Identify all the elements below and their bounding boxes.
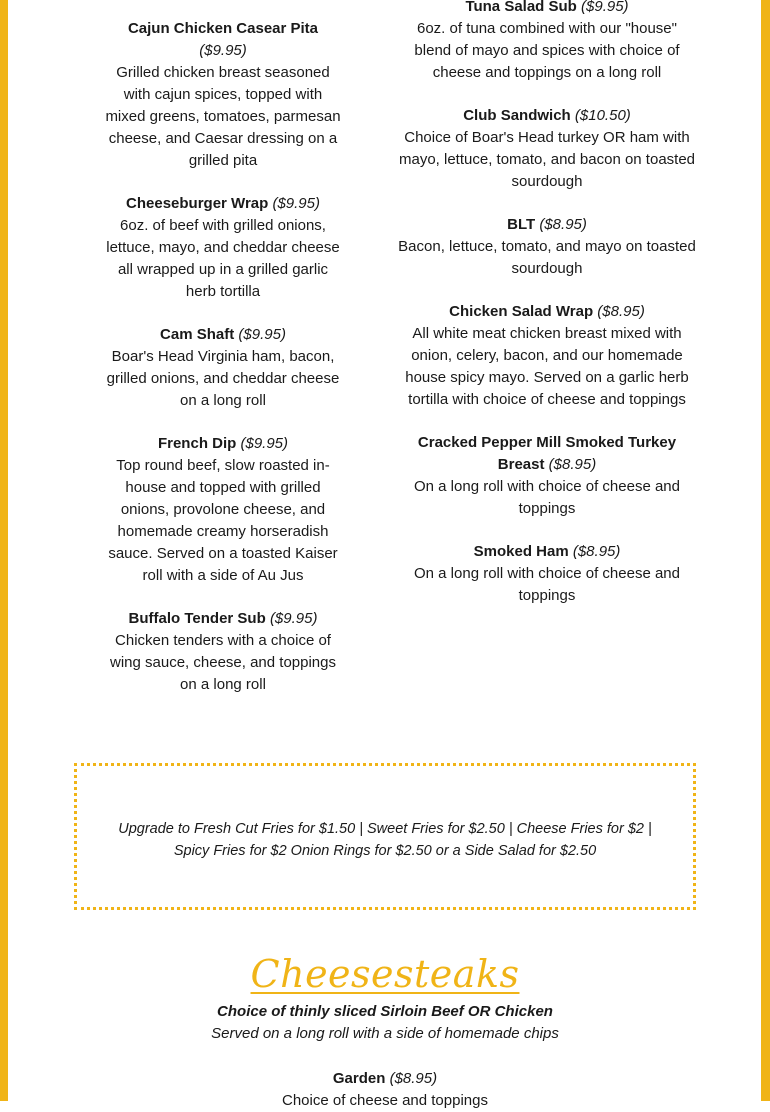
menu-item-name-line	[0, 1068, 770, 1090]
menu-item-description: Boar's Head Virginia ham, bacon, grilled onions, and cheddar cheese on a long roll	[106, 348, 340, 409]
menu-item	[103, 608, 343, 696]
menu-item	[397, 214, 697, 280]
menu-item-name-line	[397, 105, 697, 127]
menu-item-name-line	[103, 608, 343, 630]
menu-item-description: Top round beef, slow roasted in-house and topped with grilled onions, provolone cheese, and homemade creamy horseradish sauce. Served on a toasted Kaiser roll with a side of Au Jus	[108, 457, 338, 584]
menu-item	[397, 432, 697, 520]
section-title: Cheesesteaks	[250, 952, 520, 996]
menu-item-price: ($9.95)	[269, 610, 318, 627]
menu-item	[103, 324, 343, 412]
section-served-note: Served on a long roll with a side of homemade chips	[211, 1025, 559, 1042]
menu-item	[397, 0, 697, 84]
menu-item-price: ($9.95)	[272, 195, 320, 212]
menu-item-price: ($9.95)	[199, 42, 247, 59]
menu-item-price: ($9.95)	[240, 435, 289, 452]
menu-item-name-line	[103, 433, 343, 455]
menu-item-price: ($9.95)	[238, 326, 286, 343]
menu-column-left	[103, 18, 343, 717]
menu-item-price: ($10.50)	[574, 107, 631, 124]
menu-item-description: Choice of Boar's Head turkey OR ham with mayo, lettuce, tomato, and bacon on toasted sourdough	[398, 129, 696, 190]
menu-item	[103, 193, 343, 303]
menu-item-name-line	[103, 324, 343, 346]
menu-item-name-line	[103, 193, 343, 215]
menu-item-name: Club Sandwich	[463, 107, 571, 124]
menu-item-price: ($8.95)	[548, 456, 597, 473]
menu-item	[397, 301, 697, 411]
menu-item-name: Cam Shaft	[160, 326, 235, 343]
menu-item-description: 6oz. of tuna combined with our "house" blend of mayo and spices with choice of cheese and toppings on a long roll	[414, 20, 680, 81]
menu-item-name: Garden	[332, 1070, 386, 1087]
menu-item-name: Smoked Ham	[473, 543, 569, 560]
menu-item-name: Cajun Chicken Casear Pita	[127, 20, 319, 37]
menu-item-price: ($8.95)	[572, 543, 621, 560]
menu-item-description: Grilled chicken breast seasoned with cajun spices, topped with mixed greens, tomatoes, parmesan cheese, and Caesar dressing on a grilled pita	[105, 64, 341, 169]
menu-item-name: Chicken Salad Wrap	[449, 303, 594, 320]
menu-item-name-line	[397, 0, 697, 18]
menu-item-price: ($8.95)	[539, 216, 587, 233]
menu-item-price: ($8.95)	[597, 303, 645, 320]
menu-item-price-line	[103, 40, 343, 62]
menu-item	[0, 1068, 770, 1112]
menu-item-description: Choice of cheese and toppings	[282, 1092, 488, 1109]
menu-item-description: 6oz. of beef with grilled onions, lettuce, mayo, and cheddar cheese all wrapped up in a grilled garlic herb tortilla	[106, 217, 340, 300]
menu-item-price: ($8.95)	[389, 1070, 438, 1087]
menu-item-name-line	[397, 541, 697, 563]
menu-item-description: On a long roll with choice of cheese and toppings	[414, 478, 680, 517]
menu-item-name: Cracked Pepper Mill Smoked Turkey Breast	[417, 434, 677, 473]
menu-item-name-line	[103, 18, 343, 40]
menu-item-name-line	[397, 301, 697, 323]
left-border-bar	[0, 0, 8, 1101]
menu-item-name: BLT	[507, 216, 536, 233]
upgrade-options-box	[74, 763, 696, 910]
section-subtitle: Choice of thinly sliced Sirloin Beef OR Chicken	[217, 1003, 553, 1020]
menu-item-name-line	[397, 432, 697, 476]
menu-item-name: Tuna Salad Sub	[465, 0, 577, 15]
menu-item-name: Cheeseburger Wrap	[126, 195, 269, 212]
menu-item-name-line	[397, 214, 697, 236]
right-border-bar	[761, 0, 770, 1101]
menu-item	[397, 541, 697, 607]
menu-item-description: Chicken tenders with a choice of wing sauce, cheese, and toppings on a long roll	[110, 632, 336, 693]
upgrade-options-text: Upgrade to Fresh Cut Fries for $1.50 | Sweet Fries for $2.50 | Cheese Fries for $2 | Spicy Fries for $2 Onion Rings for $2.50 or a Side Salad for $2.50	[118, 820, 652, 859]
menu-item-description: Bacon, lettuce, tomato, and mayo on toasted sourdough	[398, 238, 696, 277]
menu-item	[103, 18, 343, 172]
menu-item	[103, 433, 343, 587]
menu-item-name: French Dip	[157, 435, 237, 452]
menu-column-right	[397, 0, 697, 628]
menu-item-price: ($9.95)	[581, 0, 629, 15]
menu-item-description: All white meat chicken breast mixed with onion, celery, bacon, and our homemade house spicy mayo. Served on a garlic herb tortilla with choice of cheese and toppings	[405, 325, 689, 408]
menu-item	[397, 105, 697, 193]
menu-item-description: On a long roll with choice of cheese and toppings	[414, 565, 680, 604]
menu-item-name: Buffalo Tender Sub	[128, 610, 266, 627]
